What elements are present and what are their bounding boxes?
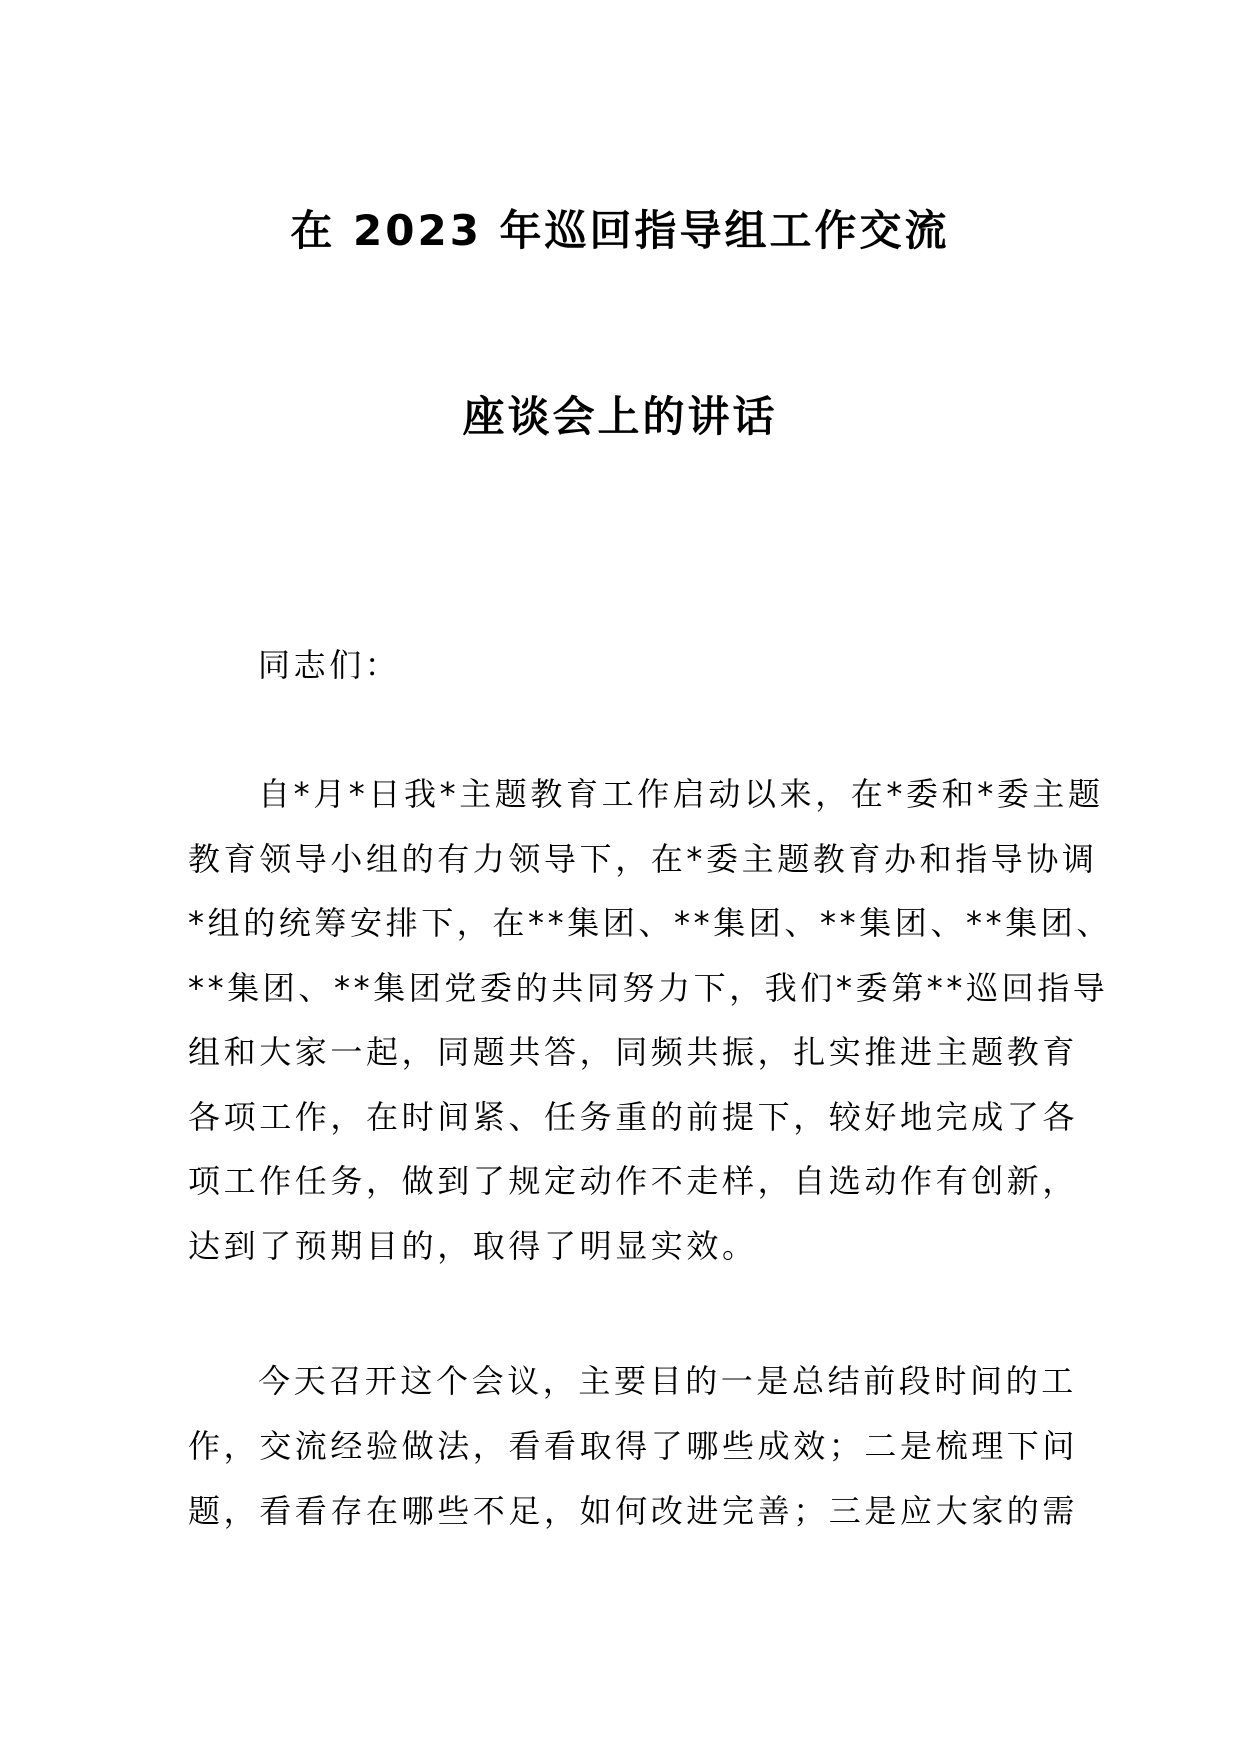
salutation: 同志们： bbox=[258, 646, 401, 684]
paragraph-line: 作，交流经验做法，看看取得了哪些成效；二是梳理下问 bbox=[188, 1427, 1079, 1465]
paragraph-line: 题，看看存在哪些不足，如何改进完善；三是应大家的需 bbox=[188, 1492, 1079, 1530]
paragraph-line: 自*月*日我*主题教育工作启动以来，在*委和*委主题 bbox=[258, 775, 1104, 813]
paragraph-line: 组和大家一起，同题共答，同频共振，扎实推进主题教育 bbox=[188, 1033, 1079, 1071]
paragraph-line: 达到了预期目的，取得了明显实效。 bbox=[188, 1226, 758, 1265]
document-title-line-2: 座谈会上的讲话 bbox=[462, 392, 778, 441]
paragraph-line: **集团、**集团党委的共同努力下，我们*委第**巡回指导 bbox=[188, 968, 1109, 1007]
paragraph-line: 各项工作，在时间紧、任务重的前提下，较好地完成了各 bbox=[188, 1097, 1079, 1136]
paragraph-line: 项工作任务，做到了规定动作不走样，自选动作有创新， bbox=[188, 1162, 1079, 1200]
document-title-line-1: 在 2023 年巡回指导组工作交流 bbox=[290, 206, 950, 255]
paragraph-line: 教育领导小组的有力领导下，在*委主题教育办和指导协调 bbox=[188, 839, 1098, 878]
paragraph-line: *组的统筹安排下，在**集团、**集团、**集团、**集团、 bbox=[188, 904, 1113, 942]
paragraph-line: 今天召开这个会议，主要目的一是总结前段时间的工 bbox=[258, 1362, 1077, 1400]
